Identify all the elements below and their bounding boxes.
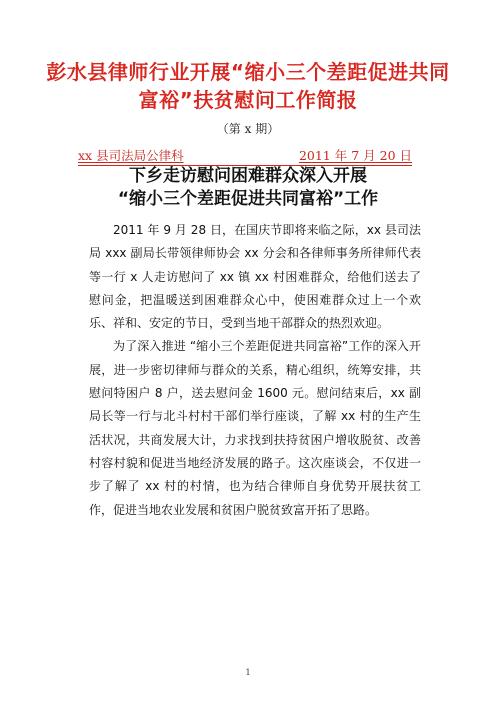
document-title: 彭水县律师行业开展“缩小三个差距促进共同富裕”扶贫慰问工作简报 — [46, 60, 450, 112]
article-body — [89, 219, 421, 522]
issuer: xx 县司法局公律科 — [78, 148, 184, 163]
headline-line-2: “缩小三个差距促进共同富裕”工作 — [117, 189, 379, 209]
headline-line-1: 下乡走访慰问困难群众深入开展 — [129, 166, 367, 186]
issue-number: （第 x 期） — [216, 122, 280, 136]
paragraph: 2011 年 9 月 28 日，在国庆节即将来临之际，xx 县司法局 xxx 副局长带领律师协会 xx 分会和各律师事务所律师代表等一行 x 人走访慰问了 xx 镇 xx 村困难群众，给他们送去了慰问金，把温暖送到困难群众心中，使困难群众过上一个欢乐、祥和、安定的节日，受到当地干部群众的热烈欢迎。 — [89, 223, 421, 331]
issue-date: 2011 年 7 月 20 日 — [298, 148, 412, 163]
page-number: 1 — [245, 668, 251, 677]
article-headline — [40, 165, 456, 211]
issuer-date-line — [78, 146, 412, 166]
paragraph: 为了深入推进 “缩小三个差距促进共同富裕”工作的深入开展，进一步密切律师与群众的关系，精心组织，统筹安排，共慰问特困户 8 户，送去慰问金 1600 元。慰问结束后，xx 副局长等一行与北斗村村干部们举行座谈，了解 xx 村的生产生活状况，共商发展大计，力求找到扶持贫困户增收脱贫、改善村容村貌和促进当地经济发展的路子。这次座谈会，不仅进一步了解了 xx 村的村情，也为结合律师自身优势开展扶贫工作，促进当地农业发展和贫困户脱贫致富开拓了思路。 — [89, 339, 421, 517]
